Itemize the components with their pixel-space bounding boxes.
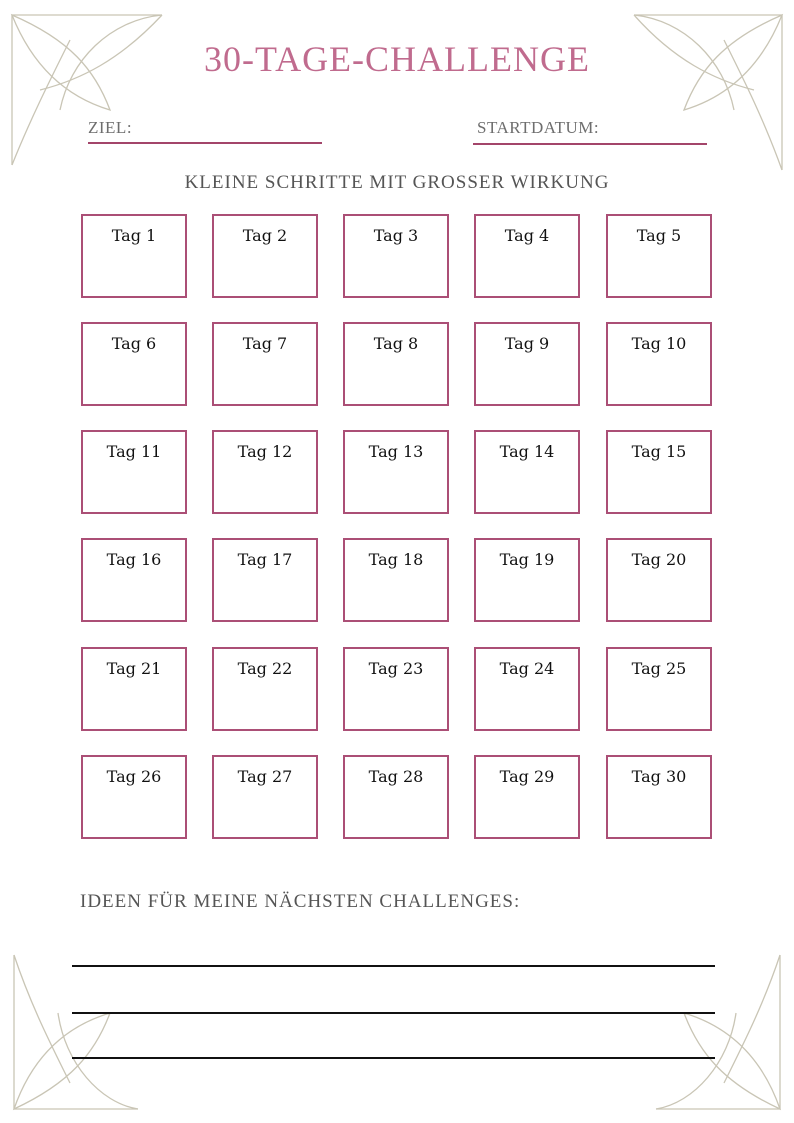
ideas-heading: IDEEN FÜR MEINE NÄCHSTEN CHALLENGES: (80, 891, 521, 912)
corner-leaf-decoration-top-left (0, 0, 170, 175)
ideas-writing-line[interactable] (72, 1012, 715, 1014)
day-box-26[interactable] (81, 755, 187, 839)
day-label: Tag 12 (237, 442, 293, 461)
day-label: Tag 3 (373, 226, 419, 245)
ideas-writing-line[interactable] (72, 965, 715, 967)
day-label: Tag 26 (106, 767, 162, 786)
day-box-20[interactable] (606, 538, 712, 622)
corner-leaf-decoration-bottom-right (624, 948, 794, 1123)
day-box-27[interactable] (212, 755, 318, 839)
day-box-8[interactable] (343, 322, 449, 406)
day-label: Tag 29 (499, 767, 555, 786)
day-label: Tag 30 (631, 767, 687, 786)
day-box-21[interactable] (81, 647, 187, 731)
day-box-30[interactable] (606, 755, 712, 839)
day-label: Tag 21 (106, 659, 162, 678)
day-box-14[interactable] (474, 430, 580, 514)
day-box-16[interactable] (81, 538, 187, 622)
day-box-5[interactable] (606, 214, 712, 298)
day-label: Tag 27 (237, 767, 293, 786)
day-box-29[interactable] (474, 755, 580, 839)
day-box-17[interactable] (212, 538, 318, 622)
day-label: Tag 2 (242, 226, 288, 245)
day-label: Tag 16 (106, 550, 162, 569)
subtitle: KLEINE SCHRITTE MIT GROSSER WIRKUNG (184, 172, 610, 193)
goal-field-line[interactable] (88, 142, 322, 144)
start-date-label: STARTDATUM: (477, 118, 600, 137)
day-label: Tag 11 (106, 442, 162, 461)
day-box-7[interactable] (212, 322, 318, 406)
day-label: Tag 10 (631, 334, 687, 353)
corner-leaf-decoration-top-right (624, 0, 794, 175)
day-label: Tag 25 (631, 659, 687, 678)
day-label: Tag 9 (504, 334, 550, 353)
day-label: Tag 28 (368, 767, 424, 786)
day-label: Tag 15 (631, 442, 687, 461)
day-label: Tag 23 (368, 659, 424, 678)
day-box-24[interactable] (474, 647, 580, 731)
day-box-1[interactable] (81, 214, 187, 298)
day-box-15[interactable] (606, 430, 712, 514)
goal-label: ZIEL: (88, 118, 133, 137)
day-label: Tag 6 (111, 334, 157, 353)
day-label: Tag 4 (504, 226, 550, 245)
day-box-13[interactable] (343, 430, 449, 514)
day-label: Tag 19 (499, 550, 555, 569)
day-label: Tag 22 (237, 659, 293, 678)
day-box-12[interactable] (212, 430, 318, 514)
day-label: Tag 20 (631, 550, 687, 569)
day-label: Tag 7 (242, 334, 288, 353)
day-box-22[interactable] (212, 647, 318, 731)
day-label: Tag 24 (499, 659, 555, 678)
day-box-6[interactable] (81, 322, 187, 406)
day-box-10[interactable] (606, 322, 712, 406)
start-date-field-line[interactable] (473, 143, 707, 145)
day-box-18[interactable] (343, 538, 449, 622)
day-box-9[interactable] (474, 322, 580, 406)
day-label: Tag 13 (368, 442, 424, 461)
day-label: Tag 18 (368, 550, 424, 569)
day-label: Tag 8 (373, 334, 419, 353)
page-title: 30-TAGE-CHALLENGE (203, 39, 591, 79)
day-box-2[interactable] (212, 214, 318, 298)
day-box-11[interactable] (81, 430, 187, 514)
day-label: Tag 5 (636, 226, 682, 245)
day-label: Tag 17 (237, 550, 293, 569)
day-box-4[interactable] (474, 214, 580, 298)
day-box-25[interactable] (606, 647, 712, 731)
corner-leaf-decoration-bottom-left (0, 948, 170, 1123)
day-label: Tag 1 (111, 226, 157, 245)
day-box-28[interactable] (343, 755, 449, 839)
day-box-19[interactable] (474, 538, 580, 622)
ideas-writing-line[interactable] (72, 1057, 715, 1059)
day-box-23[interactable] (343, 647, 449, 731)
day-box-3[interactable] (343, 214, 449, 298)
day-label: Tag 14 (499, 442, 555, 461)
